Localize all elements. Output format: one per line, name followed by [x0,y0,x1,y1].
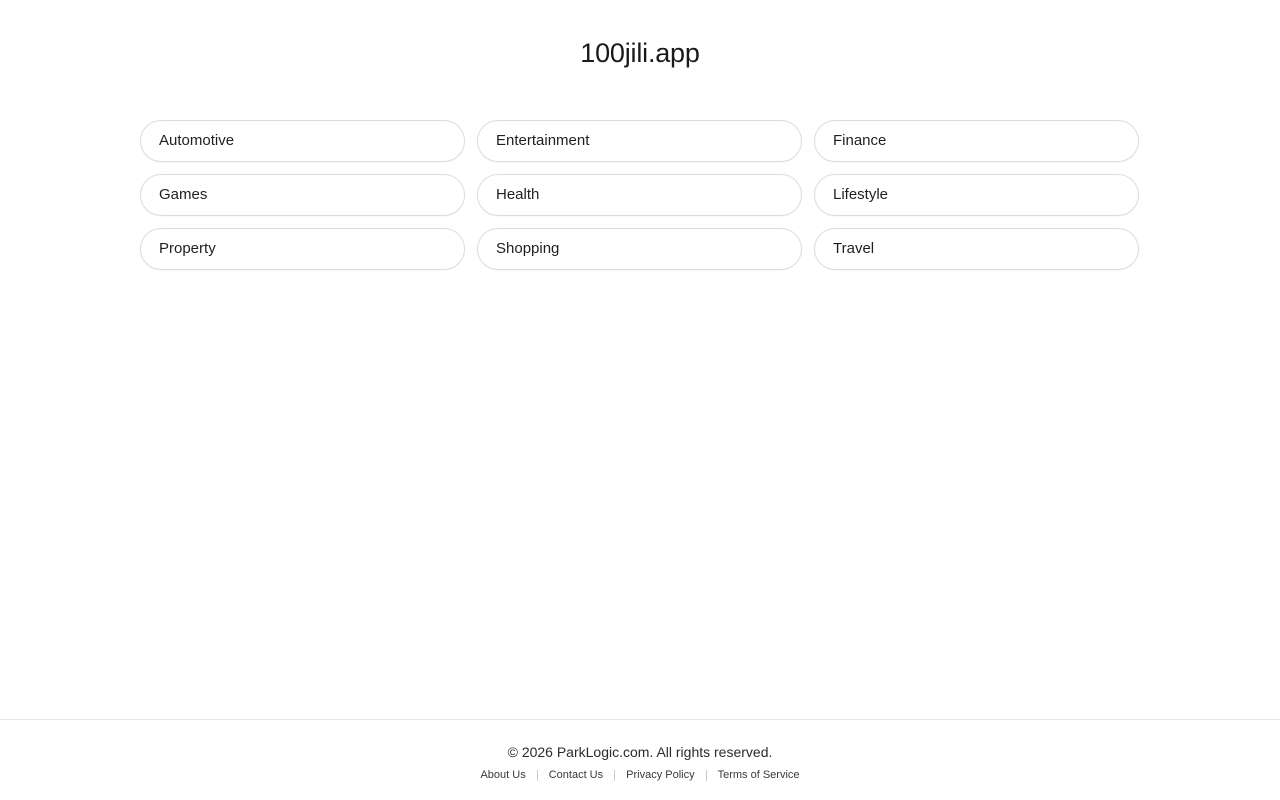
category-link-finance[interactable]: Finance [814,120,1139,162]
copyright-text: © 2026 ParkLogic.com. All rights reserved. [507,744,773,760]
footer-link-list [0,768,1280,782]
list-item [477,228,802,270]
category-link-entertainment[interactable]: Entertainment [477,120,802,162]
page-footer [0,719,1280,800]
footer-link-privacy-policy[interactable]: Privacy Policy [626,769,695,781]
list-item [140,228,465,270]
list-item [140,120,465,162]
category-link-automotive[interactable]: Automotive [140,120,465,162]
list-item [814,228,1139,270]
category-link-lifestyle[interactable]: Lifestyle [814,174,1139,216]
category-list [140,72,1140,270]
list-item [814,174,1139,216]
list-item [140,174,465,216]
footer-link-terms-of-service[interactable]: Terms of Service [717,769,800,781]
list-item [477,120,802,162]
list-item [814,120,1139,162]
footer-link-contact-us[interactable]: Contact Us [548,769,604,781]
list-item [477,174,802,216]
category-link-shopping[interactable]: Shopping [477,228,802,270]
category-link-property[interactable]: Property [140,228,465,270]
category-link-games[interactable]: Games [140,174,465,216]
category-link-travel[interactable]: Travel [814,228,1139,270]
category-link-health[interactable]: Health [477,174,802,216]
footer-link-about-us[interactable]: About Us [480,769,526,781]
page-title: 100jili.app [580,38,700,68]
